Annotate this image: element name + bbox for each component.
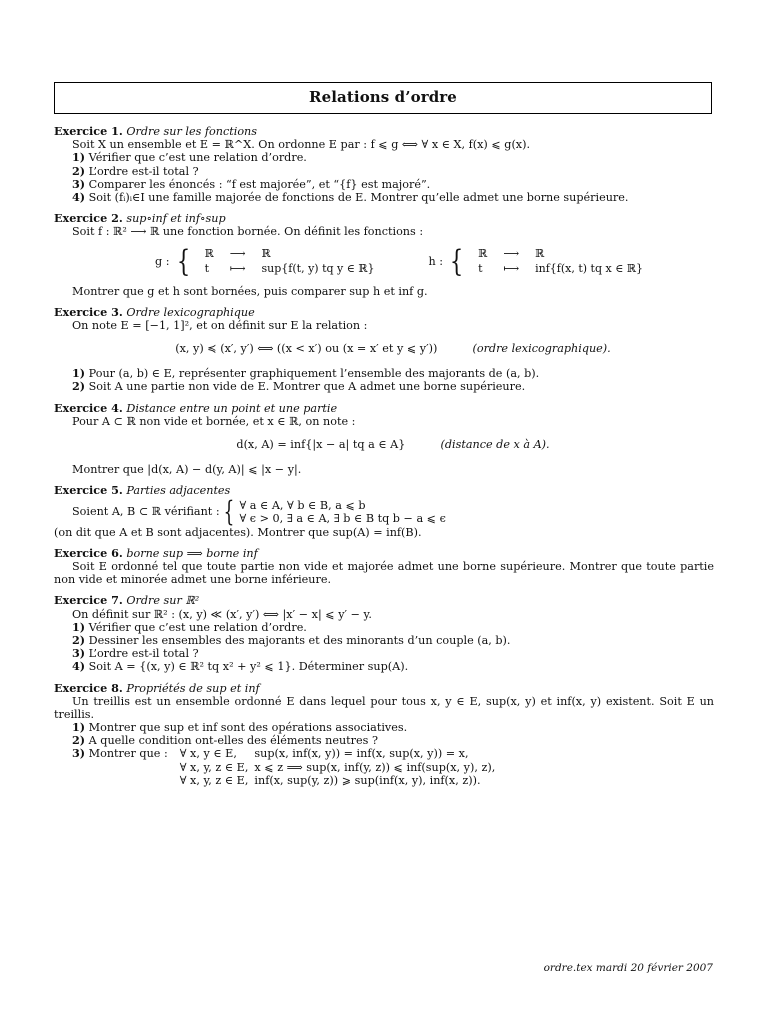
domain: ℝ [204,247,214,261]
exercise-label: Exercice 2. [54,211,123,226]
page-title: Relations d’ordre [309,88,457,107]
expression: inf{f(x, t) tq x ∈ ℝ} [535,262,643,276]
exercise-subtitle: Ordre lexicographique [126,305,255,319]
exercise-label: Exercice 3. [54,304,123,319]
quantifier: ∀ x, y, z ∈ E, [179,773,249,787]
question-text: Vérifier que c’est une relation d’ordre. [88,620,307,634]
property: inf(x, sup(y, z)) ⩾ sup(inf(x, y), inf(x, z)). [254,773,481,787]
question-text: Soit (fᵢ)ᵢ∈I une famille majorée de fonctions de E. Montrer qu’elle admet une borne supérieure. [88,190,629,204]
maps-to: ⟼ [229,262,246,276]
exercise-3 [54,306,714,394]
question-text: Pour (a, b) ∈ E, représenter graphiquement l’ensemble des majorants de (a, b). [88,367,540,381]
exercise-2 [54,212,714,298]
function-g [155,243,383,279]
question-text: Montrer que sup et inf sont des opérations associatives. [88,721,408,735]
question-number: 2) [72,163,86,178]
quantifier: ∀ x, y ∈ E, [179,747,237,761]
exercise-text: Pour A ⊂ ℝ non vide et bornée, et x ∈ ℝ, on note : [72,414,356,428]
exercise-label: Exercice 8. [54,680,123,695]
question-text: Montrer que : [88,747,168,761]
question-number: 3) [72,176,86,191]
arrow: ⟶ [229,247,246,261]
exercise-subtitle: Distance entre un point et une partie [126,401,338,415]
question-text: Comparer les énoncés : “f est majorée”, et “{f} est majoré”. [88,177,431,191]
footer: ordre.tex mardi 20 février 2007 [543,962,713,974]
exercise-label: Exercice 4. [54,400,123,415]
formula: (x, y) ≼ (x′, y′) ⟺ ((x < x′) ou (x = x′ et y ⩽ y′)) [175,342,438,356]
exercise-4 [54,402,714,477]
exercise-text: Soit f : ℝ² ⟶ ℝ une fonction bornée. On définit les fonctions : [72,225,424,239]
exercise-subtitle: sup∘inf et inf∘sup [126,212,226,226]
function-h [428,243,651,279]
question-number: 3) [72,646,86,661]
question-number: 1) [72,720,86,735]
question-number: 1) [72,150,86,165]
question-number: 4) [72,659,86,674]
exercise-subtitle: borne sup ⟹ borne inf [126,546,258,560]
question-number: 4) [72,189,86,204]
title-box [54,82,712,114]
exercise-label: Exercice 7. [54,593,123,608]
exercise-subtitle: Ordre sur ℝ² [126,594,200,608]
variable: t [478,262,483,276]
property: sup(x, inf(x, y)) = inf(x, sup(x, y)) = x, [254,747,469,761]
question-number: 2) [72,379,86,394]
question-number: 1) [72,366,86,381]
display-formula [72,438,714,451]
property: x ⩽ z ⟹ sup(x, inf(y, z)) ⩽ inf(sup(x, y), z), [254,760,496,774]
exercise-8 [54,682,714,788]
exercise-text: On définit sur ℝ² : (x, y) ≪ (x′, y′) ⟺ |x′ − x| ⩽ y′ − y. [72,607,372,621]
question-number: 3) [72,746,86,761]
exercise-subtitle: Ordre sur les fonctions [126,125,257,138]
exercise-5 [54,484,714,538]
exercise-text: Soit E ordonné tel que toute partie non vide et majorée admet une borne supérieure. Montrer que toute partie non vide et minorée admet une borne inférieure. [54,559,714,587]
function-name: h : [428,254,444,268]
exercise-label: Exercice 5. [54,483,123,498]
question-number: 2) [72,733,86,748]
formula: d(x, A) = inf{|x − a| tq a ∈ A} [236,438,406,452]
question-text: Soit A = {(x, y) ∈ ℝ² tq x² + y² ⩽ 1}. Déterminer sup(A). [88,660,409,674]
exercise-text: On note E = [−1, 1]², et on définit sur E la relation : [72,318,368,332]
left-brace-icon: { [449,243,464,279]
condition: ∀ ϵ > 0, ∃ a ∈ A, ∃ b ∈ B tq b − a ⩽ ϵ [239,511,446,525]
question-text: Dessiner les ensembles des majorants et des minorants d’un couple (a, b). [88,633,511,647]
question-text: L’ordre est-il total ? [88,164,199,178]
question-text: Vérifier que c’est une relation d’ordre. [88,151,307,165]
formula-note: (distance de x à A). [440,438,550,452]
display-formula [72,342,714,355]
exercise-subtitle: Propriétés de sup et inf [126,681,260,695]
exercise-text: Montrer que |d(x, A) − d(y, A)| ⩽ |x − y|. [72,463,302,477]
function-definitions [72,243,714,279]
exercise-list [54,125,714,795]
exercise-text: Soient A, B ⊂ ℝ vérifiant : [72,504,220,518]
variable: t [204,262,210,276]
arrow: ⟶ [503,247,520,261]
expression: sup{f(t, y) tq y ∈ ℝ} [261,262,375,276]
question-text: Soit A une partie non vide de E. Montrer que A admet une borne supérieure. [88,380,526,394]
maps-to: ⟼ [503,262,520,276]
question-number: 1) [72,619,86,634]
quantifier: ∀ x, y, z ∈ E, [179,760,249,774]
exercise-label: Exercice 1. [54,124,123,138]
condition: ∀ a ∈ A, ∀ b ∈ B, a ⩽ b [239,498,366,512]
left-brace-icon: { [223,494,234,528]
domain: ℝ [478,247,488,261]
left-brace-icon: { [176,243,190,279]
exercise-text: Montrer que g et h sont bornées, puis comparer sup h et inf g. [72,284,428,298]
question-text: A quelle condition ont-elles des éléments neutres ? [88,734,378,748]
exercise-label: Exercice 6. [54,545,123,560]
exercise-6 [54,547,714,587]
condition-system [72,494,714,528]
exercise-7 [54,594,714,673]
question-text: L’ordre est-il total ? [88,647,199,661]
exercise-text: (on dit que A et B sont adjacentes). Montrer que sup(A) = inf(B). [54,525,422,539]
function-name: g : [155,254,170,268]
codomain: ℝ [535,247,545,261]
codomain: ℝ [261,247,271,261]
property-list [180,747,502,787]
exercise-text: Soit X un ensemble et E = ℝ^X. On ordonne E par : f ⩽ g ⟺ ∀ x ∈ X, f(x) ⩽ g(x). [72,138,531,152]
exercise-1 [54,125,714,204]
exercise-subtitle: Parties adjacentes [126,484,231,498]
question-number: 2) [72,632,86,647]
formula-note: (ordre lexicographique). [472,342,611,356]
exercise-text: Un treillis est un ensemble ordonné E dans lequel pour tous x, y ∈ E, sup(x, y) et inf(x, y) existent. Soit E un treillis. [54,694,714,721]
